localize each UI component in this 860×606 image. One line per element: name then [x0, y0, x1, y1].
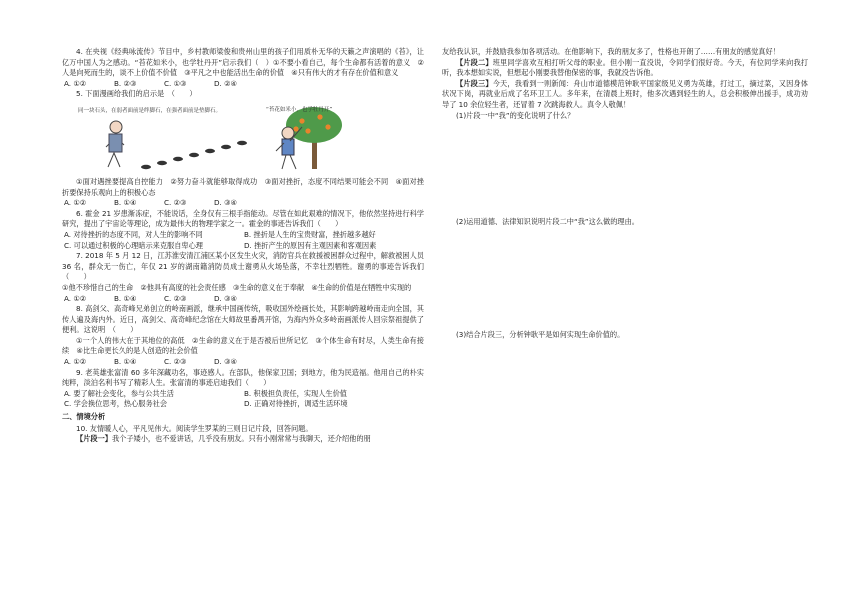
fruit-tree	[286, 107, 342, 169]
option-c: C. ①③	[164, 78, 187, 88]
question-10-text: 10. 友情暖人心，平凡见伟大。阅读学生罗某的三则日记片段，回答问题。	[76, 423, 313, 433]
right-column	[442, 47, 808, 442]
option-d: D. ③④	[214, 357, 237, 367]
option-b: B. ①④	[114, 293, 137, 303]
question-8-text: 8. 高剑父、高奇峰兄弟创立的岭南画派，继承中国画传统，吸收国外绘画长处，其影响跨越岭南走向全国，其传人遍及海内外。近日，高剑父、高奇峰纪念馆在大师故里番禺开馆，为海内外众多岭南画派传人回宗祭祖提供了便利。这说明 （ ）	[62, 304, 424, 335]
option-b: B. 挫折是人生的宝贵财富，挫折越多越好	[244, 229, 376, 239]
question-5-stem: 5. 下面漫画给我们的启示是 （ ）	[76, 89, 197, 99]
option-a: A. ①②	[64, 78, 87, 88]
option-b: B. ②③	[114, 78, 137, 88]
cartoon-left-caption: 同一块石头，在弱者面前是绊脚石，在强者面前是垫脚石。	[78, 107, 222, 114]
option-d: D. ③④	[214, 293, 237, 303]
sub-question-3: (3)结合片段三，分析钟耿平是如何实现生命价值的。	[456, 329, 625, 339]
option-a: A. 要了解社会变化，参与公共生活	[64, 388, 174, 398]
option-a: A. ①②	[64, 357, 87, 367]
question-4-options	[62, 79, 424, 90]
option-d: D. ③④	[214, 198, 237, 208]
question-7-choices: ①他不珍惜自己的生命 ②他具有高度的社会责任感 ③生命的意义在于奉献 ④生命的价值是在牺牲中实现的	[62, 282, 412, 292]
stepping-stones	[141, 141, 247, 169]
option-b: B. ①④	[114, 198, 137, 208]
option-a: A. 对待挫折的态度不同，对人生的影响不同	[64, 229, 203, 239]
left-column	[62, 47, 424, 445]
sub-question-2: (2)运用道德、法律知识说明片段二中“我”这么做的理由。	[456, 217, 639, 227]
option-b: B. 积极担负责任，实现人生价值	[244, 388, 347, 398]
question-6-text: 6. 霍金 21 岁患渐冻症，不能说话，全身仅有三根手指能动。尽管在如此艰难的情况下，他依然坚持进行科学研究，提出了宇宙论等理论，成为最伟大的物理学家之一。霍金的事迹告诉我们（ ）	[62, 208, 424, 229]
question-8-options	[62, 357, 424, 368]
fragment-3	[442, 79, 808, 111]
option-c: C. 学会换位思考，热心服务社会	[64, 399, 168, 409]
fragment-2-label: 【片段二】	[456, 57, 493, 67]
option-c: C. 可以通过积极的心理暗示来克服自卑心理	[64, 240, 203, 250]
answer-space-2[interactable]	[442, 228, 808, 330]
fragment-1-label: 【片段一】	[76, 434, 112, 444]
question-7-text: 7. 2018 年 5 月 12 日，江苏淮安清江浦区某小区发生火灾，消防官兵在救援被困群众过程中，解救被困人员 36 名，群众无一伤亡，年仅 21 岁的湖南籍消防员成士谢勇从火场坠落，不幸壮烈牺牲。谢勇的事迹告诉我们（ ）	[62, 251, 424, 282]
option-c: C. ②③	[164, 293, 187, 303]
option-a: A. ①②	[64, 293, 87, 303]
option-a: A. ①②	[64, 198, 87, 208]
cartoon-right-caption: “苔花如米小，也学牡丹开”	[266, 106, 333, 113]
question-6-options	[62, 230, 424, 251]
question-8-choices: ①一个人的伟大在于其地位的高低 ②生命的意义在于是否被后世所记忆 ③个体生命有时尽，人类生命有接续 ④比生命更长久的是人创造的社会价值	[62, 335, 424, 356]
fragment-1-continued: 友给我认识，并鼓励我参加各项活动。在他影响下，我的朋友多了，性格也开朗了……有朋友的感觉真好！	[442, 47, 780, 56]
sub-question-1: (1)片段一中“我”的变化说明了什么？	[456, 110, 575, 120]
fragment-3-label: 【片段三】	[456, 78, 493, 88]
fragment-3-text: 今天，我看到一则新闻：舟山市道德模范钟耿平国家级见义勇为英雄，打过工，摘过菜，又因身体状况下岗，再就业后成了名环卫工人。多年来，在清晨上班时，他多次遇到轻生的人，总会积极伸出援手，成功劝导了 10 余位轻生者，还冒着 7 次跳海救人。真令人敬佩！	[442, 78, 808, 109]
option-d: D. ②④	[214, 78, 237, 88]
fragment-2-text: 班里同学喜欢互相打听父母的职业。但小刚一直没说，令同学们很好奇。今天，有位同学来向我打听，我本想如实说，但想起小刚要我替他保密的事，我就没告诉他。	[442, 57, 808, 78]
question-4-text: 4. 在央视《经典咏流传》节目中，乡村教师梁俊和贵州山里的孩子们用质朴无华的天籁之声演唱的《苔》，让亿万中国人为之感动。“苔花如米小，也学牡丹开”启示我们（ ）①不要小看自己，每个生命都有活着的意义 ②人是向死而生的，谈不上价值不价值 ③平凡之中也能活出生命的价值 ④只有伟大的才有存在价值和意义	[62, 47, 424, 78]
option-c: C. ②③	[164, 357, 187, 367]
question-5-text: ①面对遇挫要提高自控能力 ②努力奋斗就能够取得成功 ③面对挫折，态度不同结果可能会不同 ④面对挫折要保持乐观向上的积极心态	[62, 176, 424, 197]
option-d: D. 挫折产生的原因有主观因素和客观因素	[244, 240, 377, 250]
option-b: B. ①④	[114, 357, 137, 367]
question-9-options	[62, 389, 424, 410]
cartoon-drawing	[76, 103, 386, 173]
cartoon-image	[76, 103, 386, 173]
weak-person-figure	[106, 121, 124, 167]
question-9-text: 9. 老英雄张富清 60 多年深藏功名，事迹感人。在部队，他保家卫国；到地方，他为民造福。他用自己的朴实纯粹，淡泊名利书写了精彩人生。张富清的事迹启迪我们（ ）	[62, 367, 424, 388]
option-d: D. 正确对待挫折，调适生活环境	[244, 399, 348, 409]
fragment-1	[62, 434, 424, 445]
question-7-options	[62, 294, 424, 305]
fragment-2	[442, 58, 808, 79]
fragment-1-text: 我个子矮小，也不爱讲话，几乎没有朋友。只有小刚常常与我聊天，还介绍他的朋	[111, 434, 371, 444]
answer-space-1[interactable]	[442, 121, 808, 217]
answer-space-3[interactable]	[442, 340, 808, 442]
option-c: C. ②③	[164, 198, 187, 208]
question-5-options	[62, 198, 424, 209]
section-heading-2: 二、情境分析	[62, 412, 106, 422]
